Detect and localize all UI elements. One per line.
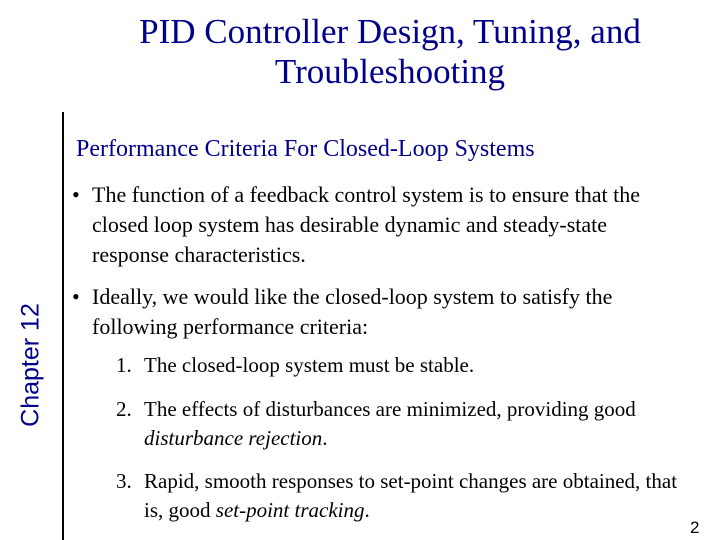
criterion-3: [116, 467, 686, 525]
slide-title: [60, 12, 720, 92]
bullet-2: [72, 282, 672, 342]
chapter-label-text: Chapter 12: [16, 303, 45, 427]
criterion-1-number: 1.: [116, 353, 132, 377]
criterion-3-text-before: Rapid, smooth responses to set-point changes are obtained, that is, good: [144, 469, 678, 522]
criterion-1-text: The closed-loop system must be stable.: [144, 353, 475, 377]
bullet-1: [72, 180, 672, 270]
bullet-1-marker: •: [72, 182, 80, 207]
criterion-2-text-before: The effects of disturbances are minimized, providing good: [144, 397, 636, 421]
bullet-1-text: The function of a feedback control system is to ensure that the closed loop system has desirable dynamic and steady-state response characteristics.: [92, 182, 640, 267]
title-line-2: Troubleshooting: [274, 52, 506, 91]
page-number: 2: [690, 518, 700, 537]
divider-line: [62, 112, 64, 540]
criterion-2: [116, 395, 686, 453]
criterion-2-text: [144, 395, 686, 453]
bullet-2-marker: •: [72, 284, 80, 309]
criterion-3-number: 3.: [116, 469, 132, 493]
chapter-label: [0, 110, 60, 540]
criterion-2-emphasis: disturbance rejection: [144, 426, 323, 450]
bullet-2-text: Ideally, we would like the closed-loop system to satisfy the following performance criteria:: [92, 284, 613, 339]
slide-subtitle: Performance Criteria For Closed-Loop Systems: [76, 136, 535, 162]
criterion-3-text: [144, 467, 686, 525]
criterion-3-emphasis: set-point tracking: [215, 498, 365, 522]
criterion-2-number: 2.: [116, 397, 132, 421]
criterion-1: [116, 351, 686, 380]
criterion-2-text-after: .: [322, 426, 328, 450]
title-line-1: PID Controller Design, Tuning, and: [139, 12, 641, 51]
criterion-3-text-after: .: [364, 498, 370, 522]
